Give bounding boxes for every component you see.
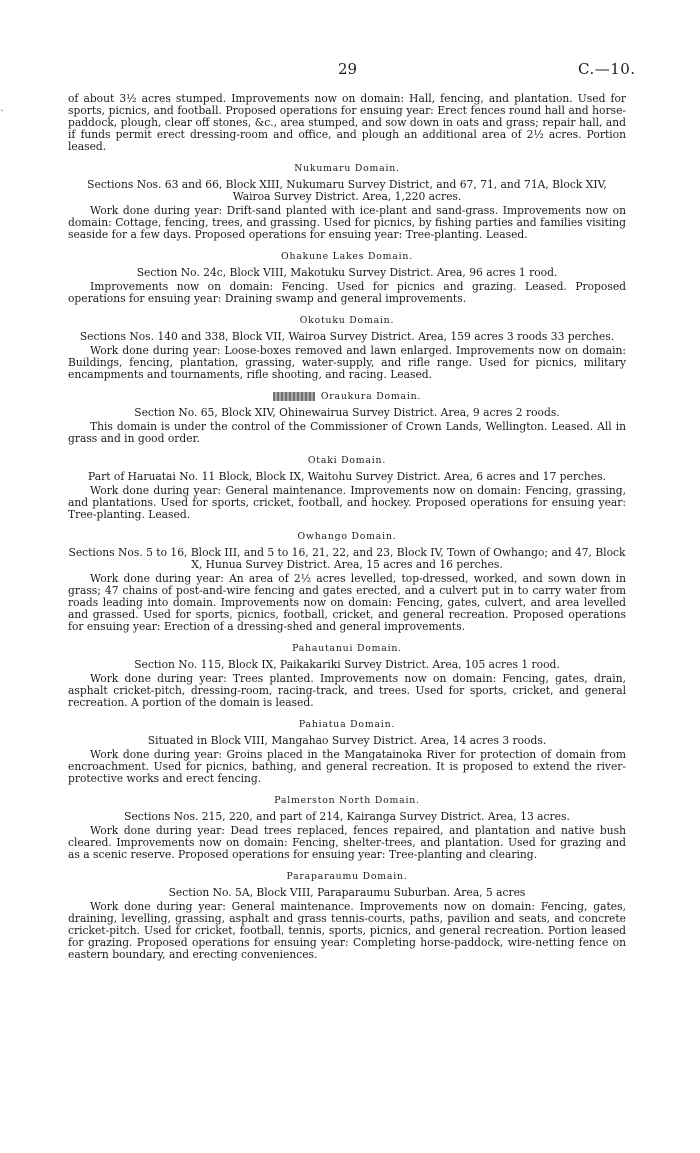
- domain-title: Pahiatua Domain.: [298, 719, 396, 730]
- domain-section-pahiatua: [68, 719, 626, 785]
- domain-description: Work done during year: Groins placed in the Mangatainoka River for protection of domain from encroachment. Used for picnics, bathing, and general recreation. It is proposed to extend the river-protective works and erect fencing.: [68, 748, 626, 785]
- domain-section-pahautanui: [68, 643, 626, 709]
- domain-title: [68, 391, 626, 403]
- document-reference: C.—10.: [578, 60, 636, 78]
- domain-section-okotuku: [68, 315, 626, 381]
- domain-title-text: Oraukura Domain.: [320, 391, 422, 402]
- page-number: 29: [338, 60, 358, 78]
- intro-paragraph: of about 3½ acres stumped. Improvements now on domain: Hall, fencing, and plantation. Used for sports, picnics, and football. Proposed operations for ensuing year: Erect fences round hall and horse-paddock, plough, clear off stones, &c., area stumped, and sow down in oats and grass; repair hall, and if funds permit erect dressing-room and office, and plough an additional area of 2½ acres. Portion leased.: [68, 92, 626, 153]
- domain-title: Paraparaumu Domain.: [286, 871, 408, 882]
- domain-description: Work done during year: General maintenance. Improvements now on domain: Fencing, grassing, and plantations. Used for sports, cricket, football, and hockey. Proposed operations for ensuing year: Tree-planting. Leased.: [68, 484, 626, 521]
- domain-title: Pahautanui Domain.: [292, 643, 402, 654]
- domain-location: Sections Nos. 140 and 338, Block VII, Wairoa Survey District. Area, 159 acres 3 roods 33 perches.: [79, 330, 615, 343]
- domain-location: Situated in Block VIII, Mangahao Survey District. Area, 14 acres 3 roods.: [147, 734, 547, 747]
- domain-description: Work done during year: Trees planted. Improvements now on domain: Fencing, gates, drain, asphalt cricket-pitch, dressing-room, racing-track, and trees. Used for sports, cricket, and general recreation. A portion of the domain is leased.: [68, 672, 626, 709]
- domain-location: Section No. 5A, Block VIII, Paraparaumu Suburban. Area, 5 acres: [168, 886, 526, 899]
- domain-section-oraukura: [68, 391, 626, 445]
- margin-mark: ˋ: [0, 110, 5, 121]
- domain-title: Nukumaru Domain.: [294, 163, 400, 174]
- domain-section-owhango: [68, 531, 626, 633]
- domain-description: Work done during year: Drift-sand planted with ice-plant and sand-grass. Improvements now on domain: Cottage, fencing, trees, and grassing. Used for picnics, by fishing parties and families visiting seaside for a few days. Proposed operations for ensuing year: Tree-planting. Leased.: [68, 204, 626, 241]
- domain-section-ohakune-lakes: [68, 251, 626, 305]
- domain-section-nukumaru: [68, 163, 626, 241]
- domain-title: Ohakune Lakes Domain.: [281, 251, 413, 262]
- ink-smudge: [273, 392, 315, 401]
- domain-description: Work done during year: General maintenance. Improvements now on domain: Fencing, gates, draining, levelling, grassing, asphalt and grass tennis-courts, paths, pavilion and seats, and concrete cricket-pitch. Used for cricket, football, tennis, sports, picnics, and general recreation. Portion leased for grazing. Proposed operations for ensuing year: Completing horse-paddock, wire-netting fence on eastern boundary, and erecting conveniences.: [68, 900, 626, 961]
- domain-section-paraparaumu: [68, 871, 626, 961]
- domain-title: Okotuku Domain.: [299, 315, 395, 326]
- domain-description: Work done during year: Dead trees replaced, fences repaired, and plantation and native bush cleared. Improvements now on domain: Fencing, shelter-trees, and plantation. Used for grazing and as a scenic reserve. Proposed operations for ensuing year: Tree-planting and clearing.: [68, 824, 626, 861]
- domain-location: Sections Nos. 215, 220, and part of 214, Kairanga Survey District. Area, 13 acres.: [124, 810, 570, 823]
- domain-location: Section No. 65, Block XIV, Ohinewairua Survey District. Area, 9 acres 2 roods.: [134, 406, 560, 419]
- domain-title: Owhango Domain.: [297, 531, 397, 542]
- domain-location: Part of Haruatai No. 11 Block, Block IX, Waitohu Survey District. Area, 6 acres and 17 perches.: [88, 470, 606, 483]
- domain-title: Palmerston North Domain.: [274, 795, 420, 806]
- domain-description: This domain is under the control of the Commissioner of Crown Lands, Wellington. Leased. All in grass and in good order.: [68, 420, 626, 445]
- domain-description: Work done during year: Loose-boxes removed and lawn enlarged. Improvements now on domain: Buildings, fencing, plantation, grassing, water-supply, and rifle range. Used for picnics, military encampments and tournaments, rifle shooting, and racing. Leased.: [68, 344, 626, 381]
- domain-title: Otaki Domain.: [307, 455, 387, 466]
- domain-description: Work done during year: An area of 2½ acres levelled, top-dressed, worked, and sown down in grass; 47 chains of post-and-wire fencing and gates erected, and a culvert put in to carry water from roads leading into domain. Improvements now on domain: Fencing, gates, culvert, and area levelled and grassed. Used for sports, picnics, football, cricket, and general recreation. Proposed operations for ensuing year: Erection of a dressing-shed and general improvements.: [68, 572, 626, 633]
- domain-location: Sections Nos. 63 and 66, Block XIII, Nukumaru Survey District, and 67, 71, and 71A, Block XIV, Wairoa Survey District. Area, 1,220 acres.: [87, 178, 607, 203]
- domain-section-otaki: [68, 455, 626, 521]
- domain-location: Section No. 115, Block IX, Paikakariki Survey District. Area, 105 acres 1 rood.: [134, 658, 560, 671]
- page-content: [68, 93, 626, 963]
- domain-location: Sections Nos. 5 to 16, Block III, and 5 to 16, 21, 22, and 23, Block IV, Town of Owhango; and 47, Block X, Hunua Survey District. Area, 15 acres and 16 perches.: [68, 546, 626, 571]
- domain-location: Section No. 24c, Block VIII, Makotuku Survey District. Area, 96 acres 1 rood.: [136, 266, 558, 279]
- domain-description: Improvements now on domain: Fencing. Used for picnics and grazing. Leased. Proposed operations for ensuing year: Draining swamp and general improvements.: [68, 280, 626, 305]
- domain-section-palmerston-north: [68, 795, 626, 861]
